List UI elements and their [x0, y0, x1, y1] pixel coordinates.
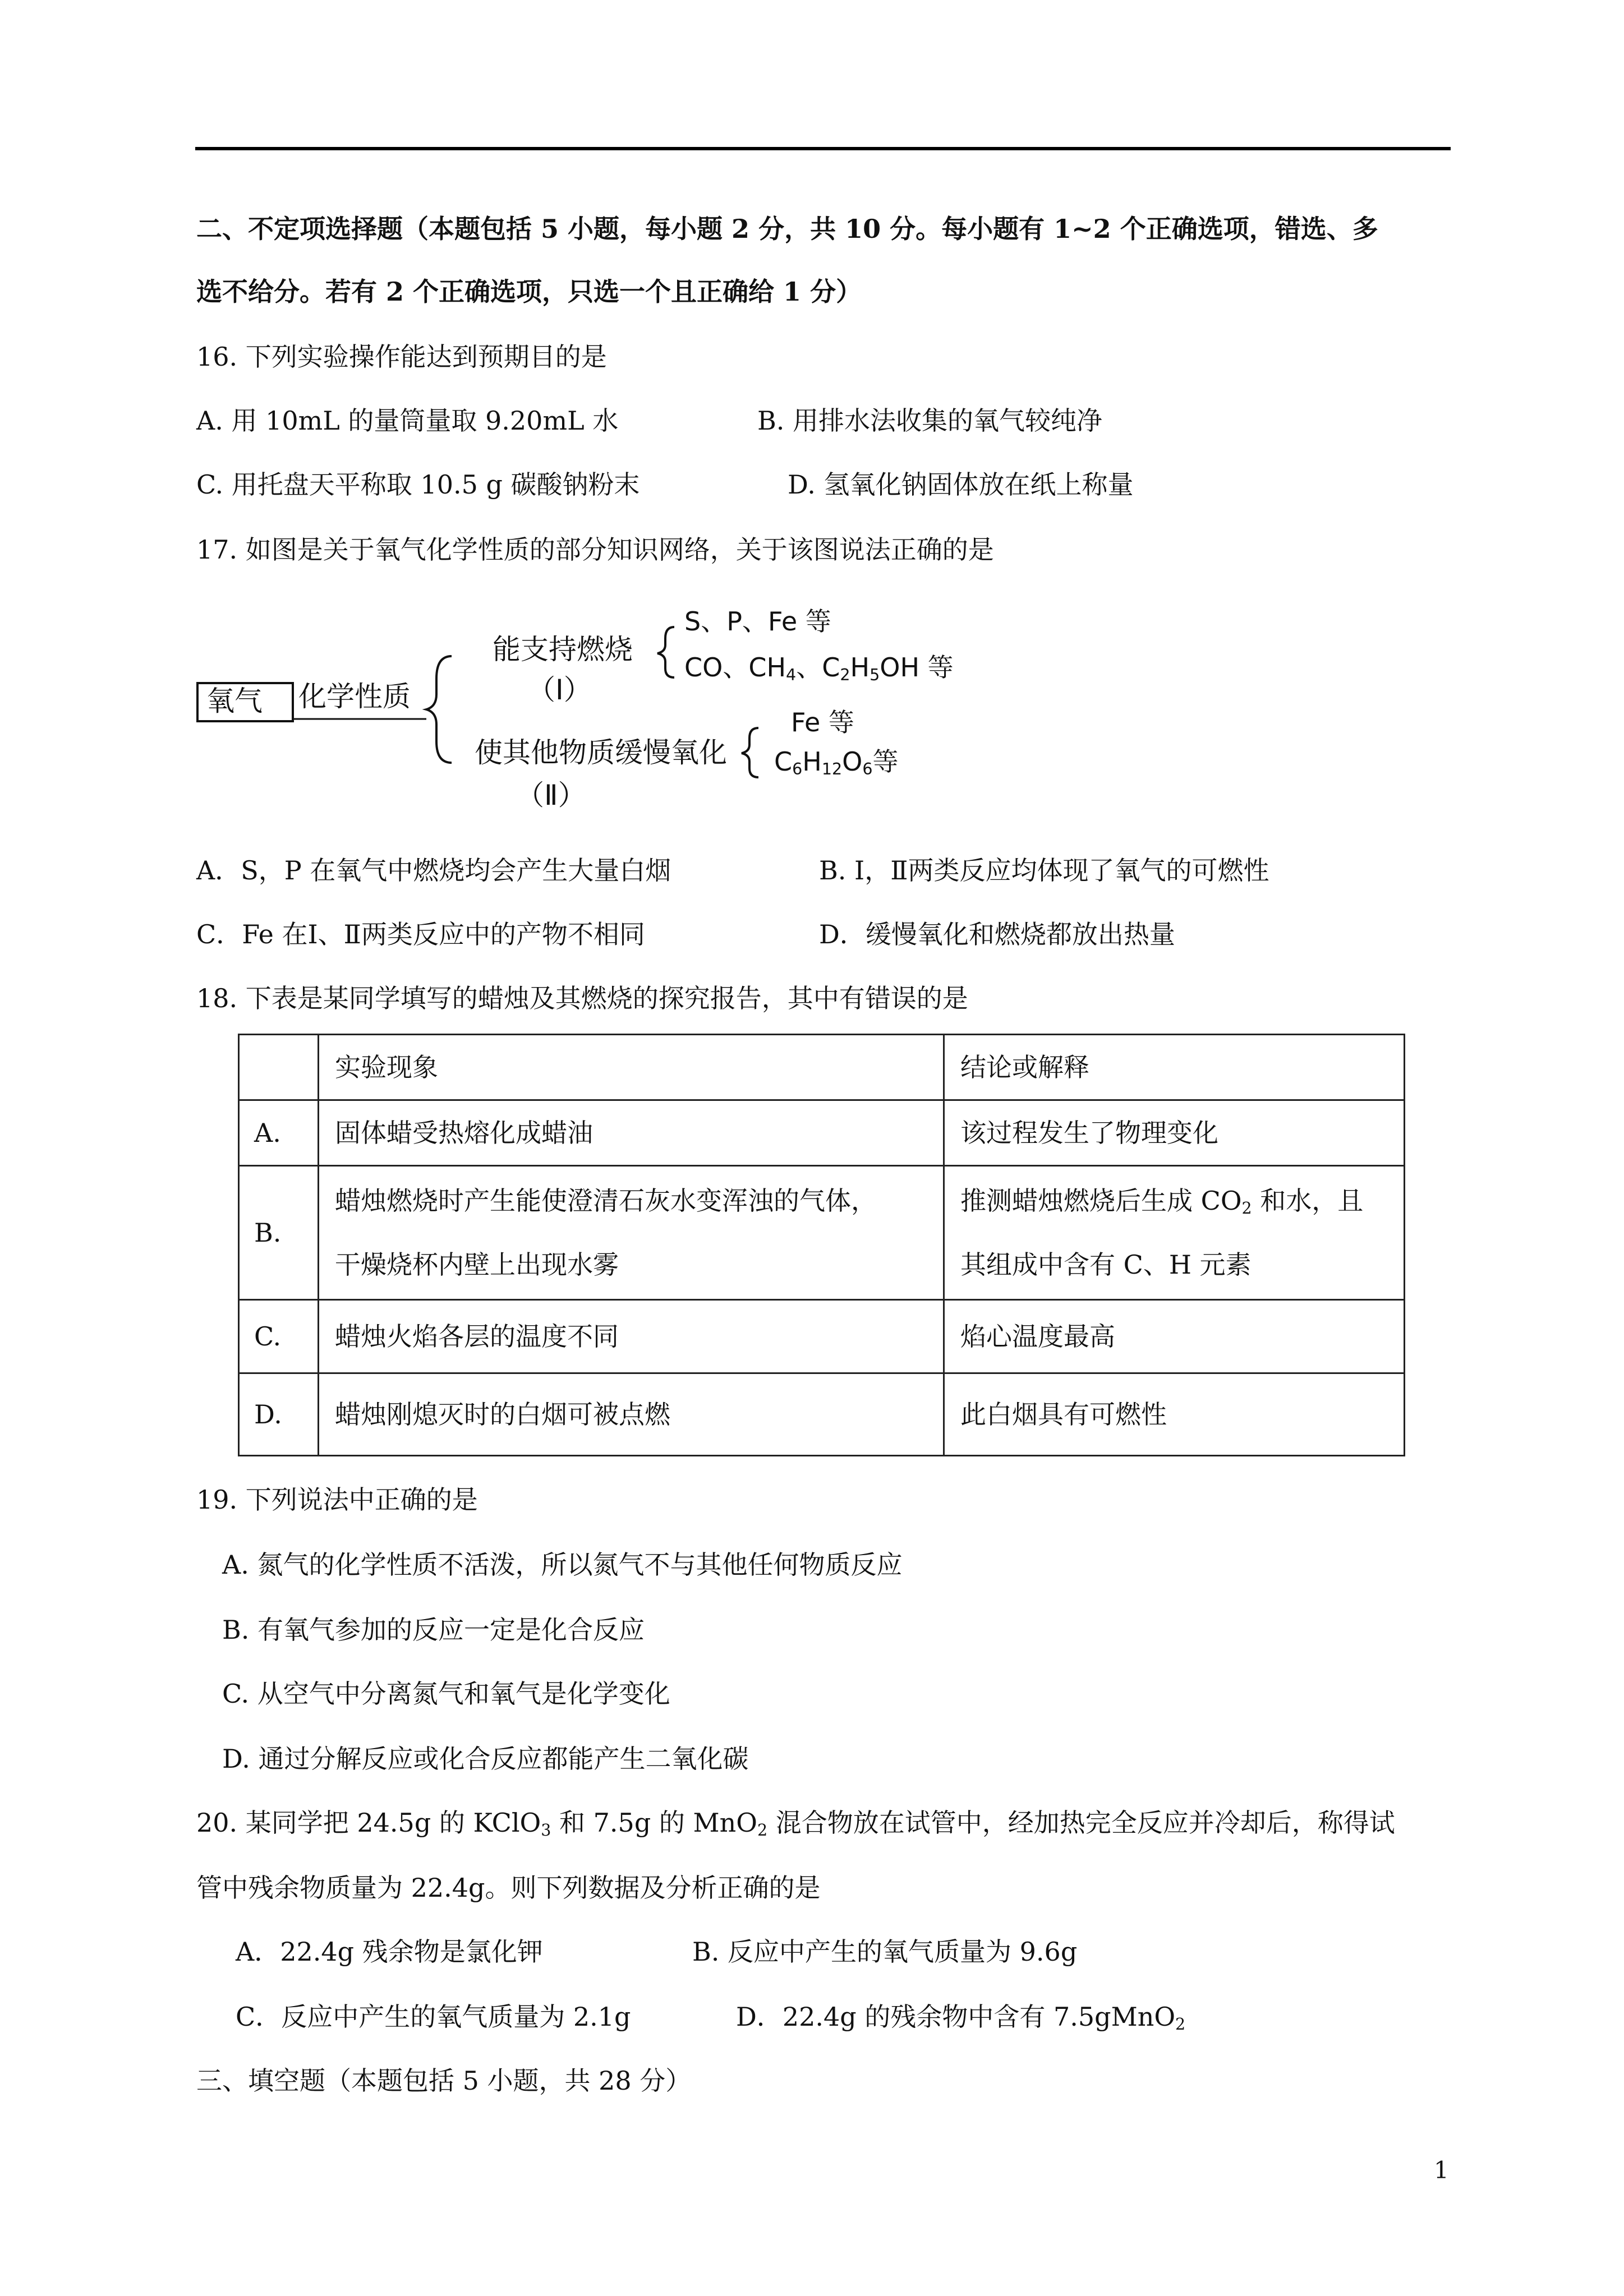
row-phenomenon: 蜡烛火焰各层的温度不同	[319, 1300, 944, 1373]
table-header-row	[239, 1035, 1405, 1100]
q17-option-b: B. Ⅰ，Ⅱ两类反应均体现了氧气的可燃性	[819, 855, 1269, 886]
row-phenomenon-line1: 蜡烛燃烧时产生能使澄清石灰水变浑浊的气体，	[335, 1186, 877, 1216]
row-conclusion-line2: 其组成中含有 C、H 元素	[960, 1250, 1252, 1280]
q20-option-d: D．22.4g 的残余物中含有 7.5gMnO$_2$	[736, 2002, 1186, 2034]
row-label: B.	[239, 1166, 319, 1300]
row-label: C.	[239, 1300, 319, 1373]
q16-stem: 16. 下列实验操作能达到预期目的是	[196, 342, 607, 372]
row-conclusion: 该过程发生了物理变化	[944, 1100, 1405, 1166]
table-header-cell: 结论或解释	[944, 1035, 1405, 1100]
section2-heading-line1: 二、不定项选择题（本题包括 5 小题，每小题 2 分，共 10 分。每小题有 1~2 个正确选项，错选、多	[196, 214, 1378, 244]
oxygen-knowledge-diagram	[196, 594, 1038, 830]
row-phenomenon: 蜡烛刚熄灭时的白烟可被点燃	[319, 1373, 944, 1456]
q19-option-a: A. 氮气的化学性质不活泼，所以氮气不与其他任何物质反应	[222, 1550, 903, 1580]
candle-report-table	[238, 1034, 1405, 1456]
q20-option-a: A．22.4g 残余物是氯化钾	[236, 1937, 543, 1967]
q17-option-d: D．缓慢氧化和燃烧都放出热量	[819, 919, 1175, 949]
diagram-oxygen-label: 氧气	[206, 685, 263, 717]
table-row	[239, 1166, 1405, 1300]
q20-stem-line1: 20. 某同学把 24.5g 的 KClO$_3$ 和 7.5g 的 MnO$_2$ 混合物放在试管中，经加热完全反应并冷却后，称得试	[196, 1808, 1395, 1840]
diagram-slow-item-2: $C_6H_{12}O_6$等	[774, 746, 899, 779]
q20-option-b: B. 反应中产生的氧气质量为 9.6g	[692, 1937, 1078, 1967]
header-rule	[195, 147, 1451, 150]
row-phenomenon: 固体蜡受热熔化成蜡油	[319, 1100, 944, 1166]
diagram-roman-1: （Ⅰ）	[527, 674, 592, 706]
table-header-cell	[239, 1035, 319, 1100]
row-conclusion: 此白烟具有可燃性	[944, 1373, 1405, 1456]
q18-stem: 18. 下表是某同学填写的蜡烛及其燃烧的探究报告，其中有错误的是	[196, 983, 968, 1013]
q16-option-c: C. 用托盘天平称取 10.5 g 碳酸钠粉末	[196, 469, 640, 500]
table-row	[239, 1373, 1405, 1456]
q17-stem: 17. 如图是关于氧气化学性质的部分知识网络，关于该图说法正确的是	[196, 534, 994, 565]
row-conclusion: 焰心温度最高	[944, 1300, 1405, 1373]
q19-option-b: B. 有氧气参加的反应一定是化合反应	[222, 1615, 645, 1645]
q16-option-a: A. 用 10mL 的量筒量取 9.20mL 水	[196, 405, 619, 436]
diagram-slow-oxidation: 使其他物质缓慢氧化	[475, 736, 727, 769]
diagram-burn-item-1: S、P、Fe 等	[684, 606, 831, 637]
diagram-burn-item-2: CO、$CH_4$、$C_2H_5OH$ 等	[684, 652, 954, 685]
q17-option-c: C．Fe 在Ⅰ、Ⅱ两类反应中的产物不相同	[196, 919, 645, 949]
row-phenomenon	[319, 1166, 944, 1300]
q19-option-d: D. 通过分解反应或化合反应都能产生二氧化碳	[222, 1744, 749, 1774]
q19-stem: 19. 下列说法中正确的是	[196, 1484, 478, 1515]
row-conclusion	[944, 1166, 1405, 1300]
diagram-roman-2: （Ⅱ）	[516, 779, 586, 812]
table-row	[239, 1300, 1405, 1373]
table-row	[239, 1100, 1405, 1166]
page-number: 1	[1434, 2156, 1449, 2184]
q19-option-c: C. 从空气中分离氮气和氧气是化学变化	[222, 1679, 670, 1709]
q17-option-a: A．S，P 在氧气中燃烧均会产生大量白烟	[196, 855, 671, 886]
diagram-chem-property: 化学性质	[298, 680, 411, 713]
row-phenomenon-line2: 干燥烧杯内壁上出现水雾	[335, 1250, 619, 1280]
diagram-slow-item-1: Fe 等	[791, 707, 854, 737]
section2-heading-line2: 选不给分。若有 2 个正确选项，只选一个且正确给 1 分）	[196, 276, 862, 307]
q16-option-b: B. 用排水法收集的氧气较纯净	[757, 405, 1103, 436]
row-label: D.	[239, 1373, 319, 1456]
q20-stem-line2: 管中残余物质量为 22.4g。则下列数据及分析正确的是	[196, 1873, 821, 1903]
diagram-support-burn: 能支持燃烧	[493, 633, 633, 666]
row-conclusion-line1: 推测蜡烛燃烧后生成 $CO_2$ 和水，且	[960, 1186, 1364, 1218]
section3-heading: 三、填空题（本题包括 5 小题，共 28 分）	[196, 2066, 692, 2096]
table-header-cell: 实验现象	[319, 1035, 944, 1100]
q16-option-d: D. 氢氧化钠固体放在纸上称量	[788, 469, 1134, 500]
row-label: A.	[239, 1100, 319, 1166]
q20-option-c: C．反应中产生的氧气质量为 2.1g	[236, 2002, 631, 2032]
